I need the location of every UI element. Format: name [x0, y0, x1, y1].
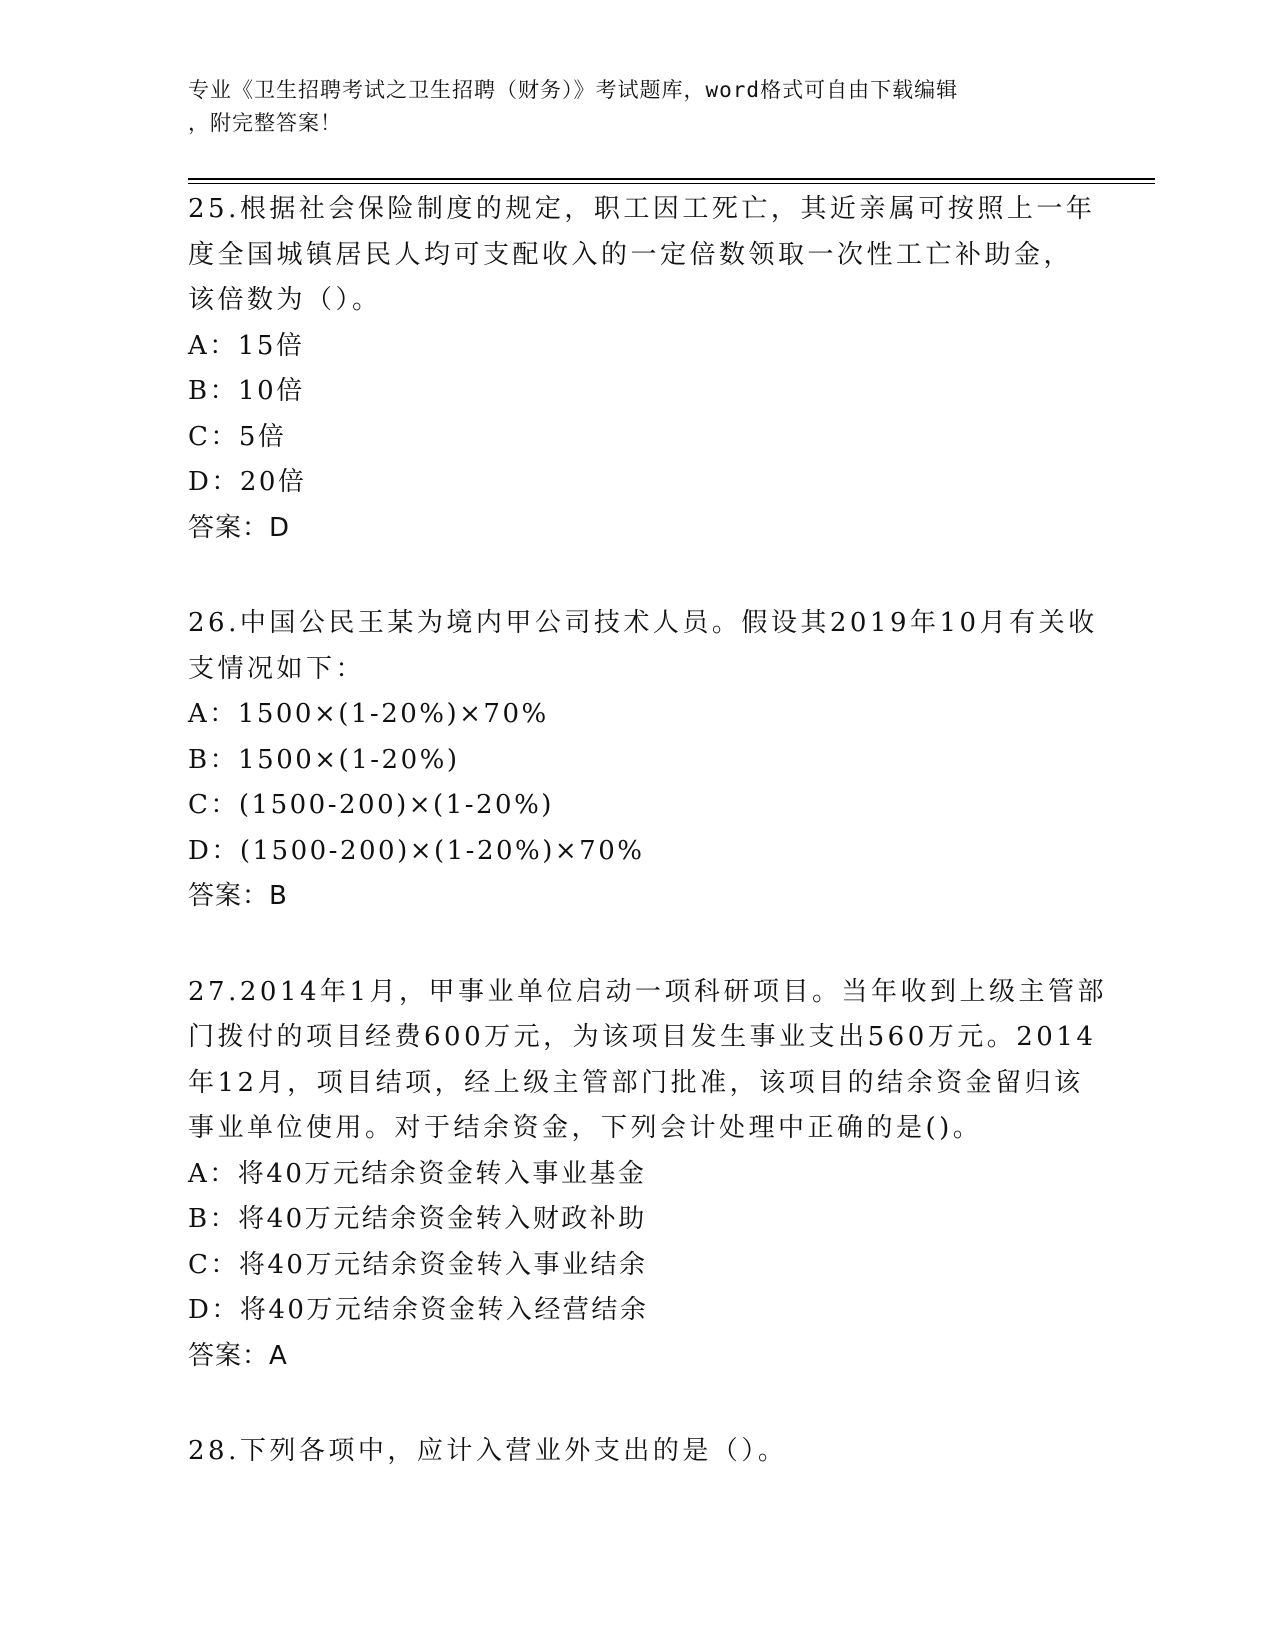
option-d: D：20倍 — [188, 467, 307, 497]
question-25 — [188, 187, 1096, 551]
option-d: D：(1500-200)×(1-20%)×70% — [188, 835, 645, 866]
option-c: C：将40万元结余资金转入事业结余 — [188, 1249, 648, 1280]
question-stem-line: 度全国城镇居民人均可支配收入的一定倍数领取一次性工亡补助金， — [188, 239, 1074, 270]
answer-line: 答案：B — [188, 881, 288, 911]
question-stem-line: 25.根据社会保险制度的规定，职工因工死亡，其近亲属可按照上一年 — [188, 194, 1096, 224]
question-stem-line: 年12月，项目结项，经上级主管部门批准，该项目的结余资金留归该 — [188, 1067, 1084, 1098]
option-b: B：1500×(1-20%) — [188, 744, 460, 775]
header-divider-thick — [188, 178, 1155, 180]
question-26 — [188, 601, 1098, 920]
question-stem-line: 28.下列各项中，应计入营业外支出的是（）。 — [188, 1436, 788, 1466]
question-stem-line: 门拨付的项目经费600万元，为该项目发生事业支出560万元。2014 — [188, 1022, 1097, 1052]
question-stem-line: 事业单位使用。对于结余资金，下列会计处理中正确的是()。 — [188, 1113, 983, 1143]
option-a: A：1500×(1-20%)×70% — [188, 699, 549, 729]
question-list — [188, 187, 1108, 1525]
question-stem-line: 支情况如下： — [188, 653, 366, 684]
question-stem-line: 27.2014年1月，甲事业单位启动一项科研项目。当年收到上级主管部 — [188, 976, 1108, 1007]
option-a: A：15倍 — [188, 330, 305, 361]
option-c: C：5倍 — [188, 421, 287, 452]
question-stem-line: 26.中国公民王某为境内甲公司技术人员。假设其2019年10月有关收 — [188, 608, 1098, 638]
question-27 — [188, 970, 1108, 1380]
document-header — [188, 74, 1068, 140]
question-stem-line: 该倍数为（）。 — [188, 285, 382, 315]
answer-line: 答案：A — [188, 1340, 288, 1371]
header-divider-thin — [188, 183, 1155, 184]
option-a: A：将40万元结余资金转入事业基金 — [188, 1158, 647, 1189]
answer-line: 答案：D — [188, 512, 291, 543]
header-line-2: ，附完整答案！ — [188, 111, 342, 135]
option-c: C：(1500-200)×(1-20%) — [188, 790, 554, 820]
question-28 — [188, 1429, 1088, 1475]
option-b: B：将40万元结余资金转入财政补助 — [188, 1204, 647, 1234]
header-line-1: 专业《卫生招聘考试之卫生招聘（财务）》考试题库，word格式可自由下载编辑 — [188, 78, 959, 102]
option-d: D：将40万元结余资金转入经营结余 — [188, 1295, 649, 1325]
option-b: B：10倍 — [188, 376, 305, 406]
